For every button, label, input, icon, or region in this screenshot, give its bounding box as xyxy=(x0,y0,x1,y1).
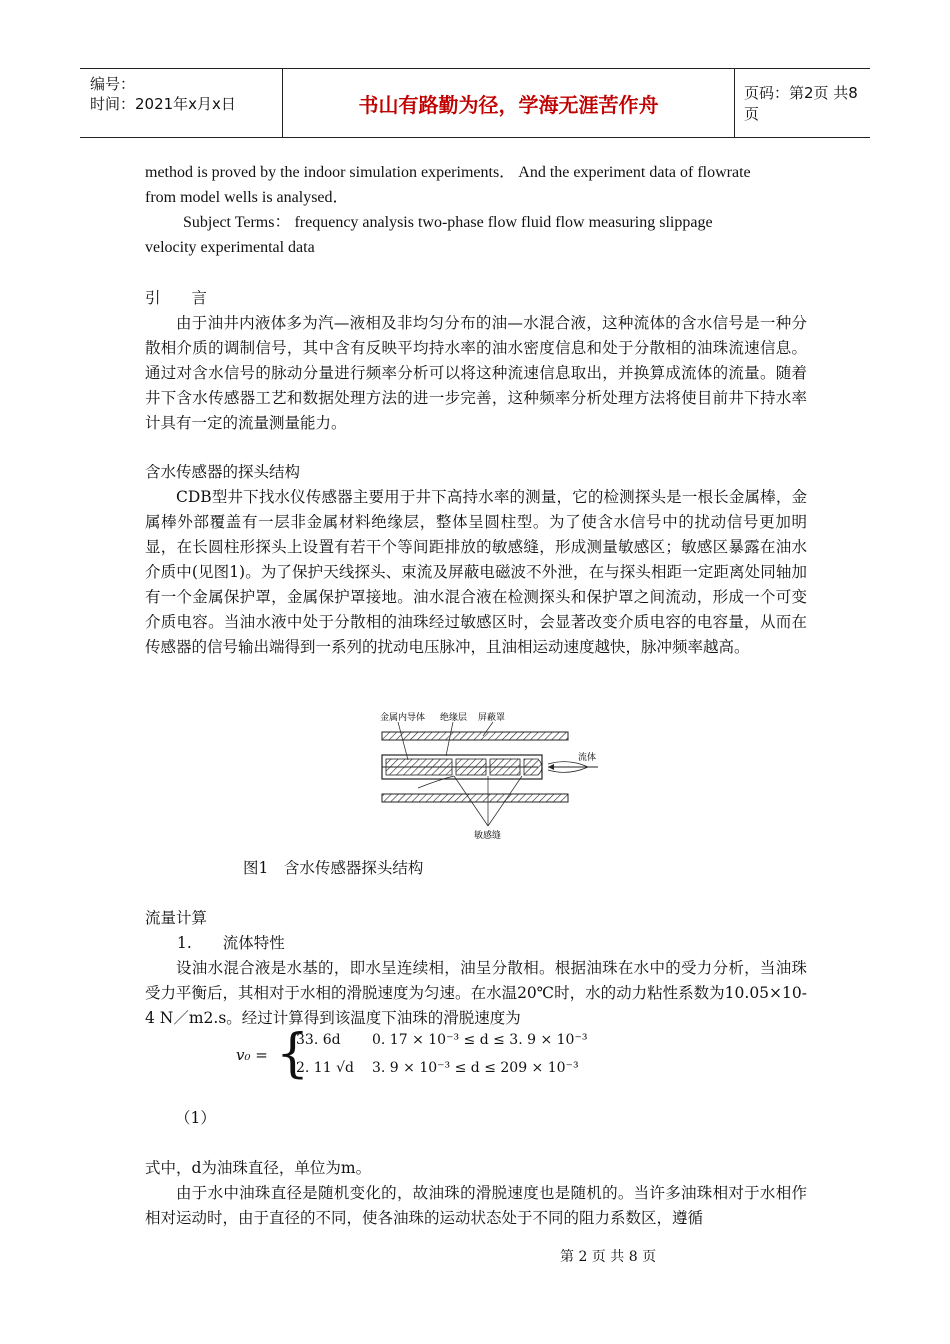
document-header xyxy=(80,68,870,138)
figure-caption: 图1 含水传感器探头结构 xyxy=(243,859,424,877)
shield-top-wall xyxy=(382,732,568,740)
section-title: 流量计算 xyxy=(145,909,208,927)
label-shield: 屏蔽罩 xyxy=(478,713,506,723)
abstract-line: from model wells is analysed． xyxy=(145,189,349,206)
time-label: 时间：2021年x月x日 xyxy=(90,95,236,113)
number-label: 编号： xyxy=(90,75,136,93)
motto: 书山有路勤为径，学海无涯苦作舟 xyxy=(283,69,735,137)
equation-lhs: v₀ = xyxy=(236,1046,268,1064)
case2-expression: 2. 11 √d xyxy=(296,1060,354,1076)
equation xyxy=(230,1024,610,1086)
subject-terms: velocity experimental data xyxy=(145,239,315,256)
paragraph: CDB型井下找水仪传感器主要用于井下高持水率的测量，它的检测探头是一根长金属棒，金属棒外部覆盖有一层非金属材料绝缘层，整体呈圆柱型。为了使含水信号中的扰动信号更加明显，在长圆柱形探头上设置有若干个等间距排放的敏感缝，形成测量敏感区；敏感区暴露在油水介质中(见图1)。为了保护天线探头、束流及屏蔽电磁波不外泄，在与探头相距一定距离处同轴加有一个金属保护罩，金属保护罩接地。油水混合液在检测探头和保护罩之间流动，形成一个可变介质电容。当油水液中处于分散相的油珠经过敏感区时，会显著改变介质电容的电容量，从而在传感器的信号输出端得到一系列的扰动电压脉冲，且油相运动速度越快，脉冲频率越高。 xyxy=(145,488,807,656)
flow-arrowhead xyxy=(548,764,554,770)
shield-bottom-wall xyxy=(382,794,568,802)
paragraph: 由于油井内液体多为汽—液相及非均匀分布的油—水混合液，这种流体的含水信号是一种分散相介质的调制信号，其中含有反映平均持水率的油水密度信息和处于分散相的油珠流速信息。通过对含水信号的脉动分量进行频率分析可以将这种流速信息取出，并换算成流体的流量。随着井下含水传感器工艺和数据处理方法的进一步完善，这种频率分析处理方法将使目前井下持水率计具有一定的流量测量能力。 xyxy=(145,314,807,432)
abstract-line: method is proved by the indoor simulation experiments． And the experiment data of flowrate xyxy=(145,164,751,181)
case1-condition: 0. 17 × 10⁻³ ≤ d ≤ 3. 9 × 10⁻³ xyxy=(372,1032,588,1048)
label-insulation: 绝缘层 xyxy=(440,713,468,723)
case1-expression: 33. 6d xyxy=(296,1032,341,1048)
label-slot: 敏感缝 xyxy=(474,831,502,841)
label-fluid: 流体 xyxy=(578,753,597,763)
abstract-en xyxy=(145,160,807,260)
paragraph: 式中，d为油珠直径，单位为m。 xyxy=(145,1159,372,1177)
section-title: 含水传感器的探头结构 xyxy=(145,463,301,481)
brace: { xyxy=(276,1024,310,1084)
section-title: 引 言 xyxy=(145,289,208,307)
subject-terms: Subject Terms： frequency analysis two-phase flow fluid flow measuring slippage xyxy=(183,214,713,231)
header-meta-cell xyxy=(80,69,283,137)
label-inner-conductor: 金属内导体 xyxy=(380,713,426,723)
case2-condition: 3. 9 × 10⁻³ ≤ d ≤ 209 × 10⁻³ xyxy=(372,1060,579,1076)
probe-structure-figure xyxy=(378,708,618,842)
page-info: 页码：第2页 共8页 xyxy=(744,84,858,123)
paragraph: 由于水中油珠直径是随机变化的，故油珠的滑脱速度也是随机的。当许多油珠相对于水相作相对运动时，由于直径的不同，使各油珠的运动状态处于不同的阻力系数区，遵循 xyxy=(145,1184,807,1227)
paragraph: 设油水混合液是水基的，即水呈连续相，油呈分散相。根据油珠在水中的受力分析，当油珠受力平衡后，其相对于水相的滑脱速度为匀速。在水温20℃时，水的动力粘性系数为10.05×10-4 N／m2.s。经过计算得到该温度下油珠的滑脱速度为 xyxy=(145,959,807,1027)
leader-line xyxy=(398,722,408,760)
equation-number: （1） xyxy=(175,1109,216,1127)
subsection-title: 1. 流体特性 xyxy=(177,934,285,952)
page-footer: 第 2 页 共 8 页 xyxy=(560,1249,657,1265)
